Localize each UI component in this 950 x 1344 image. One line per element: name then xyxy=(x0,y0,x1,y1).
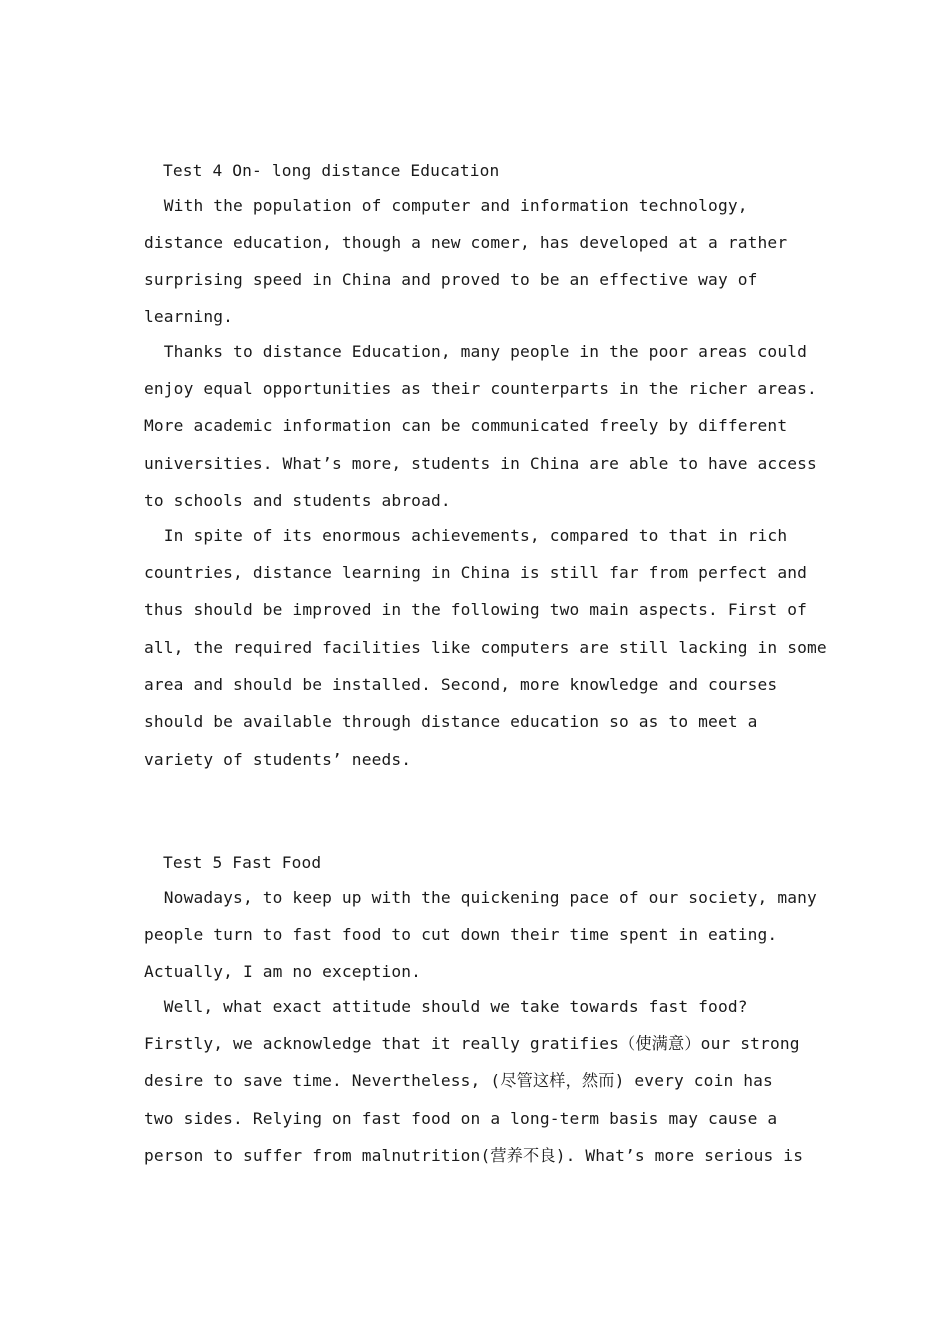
text-line: learning. xyxy=(144,307,234,326)
text-line: Actually, I am no exception. xyxy=(144,962,422,981)
text-line: should be available through distance education so as to meet a xyxy=(144,712,758,731)
text-line: In spite of its enormous achievements, compared to that in rich xyxy=(144,526,788,545)
text-line: countries, distance learning in China is still far from perfect and xyxy=(144,563,808,582)
text-line: two sides. Relying on fast food on a long-term basis may cause a xyxy=(144,1109,778,1128)
text-line: variety of students’ needs. xyxy=(144,750,412,769)
text-line: to schools and students abroad. xyxy=(144,491,451,510)
text-line: Thanks to distance Education, many people in the poor areas could xyxy=(144,342,808,361)
text-line: surprising speed in China and proved to be an effective way of xyxy=(144,270,758,289)
text-line: universities. What’s more, students in China are able to have access xyxy=(144,454,817,473)
text-line: Nowadays, to keep up with the quickening pace of our society, many xyxy=(144,888,817,907)
text-line: people turn to fast food to cut down their time spent in eating. xyxy=(144,925,778,944)
text-line: Well, what exact attitude should we take towards fast food? xyxy=(144,997,748,1016)
text-line: distance education, though a new comer, has developed at a rather xyxy=(144,233,788,252)
section-title: Test 4 On- long distance Education xyxy=(163,161,500,180)
text-line: all, the required facilities like computers are still lacking in some xyxy=(144,638,827,657)
text-line: person to suffer from malnutrition(营养不良). What’s more serious is xyxy=(144,1146,804,1165)
text-line: area and should be installed. Second, more knowledge and courses xyxy=(144,675,778,694)
text-line: More academic information can be communicated freely by different xyxy=(144,416,788,435)
text-line: Firstly, we acknowledge that it really gratifies（使满意）our strong xyxy=(144,1034,800,1053)
text-line: enjoy equal opportunities as their counterparts in the richer areas. xyxy=(144,379,817,398)
text-line: desire to save time. Nevertheless, (尽管这样，然而) every coin has xyxy=(144,1071,773,1090)
text-line: thus should be improved in the following two main aspects. First of xyxy=(144,600,808,619)
section-title: Test 5 Fast Food xyxy=(163,853,322,872)
text-line: With the population of computer and information technology, xyxy=(144,196,748,215)
